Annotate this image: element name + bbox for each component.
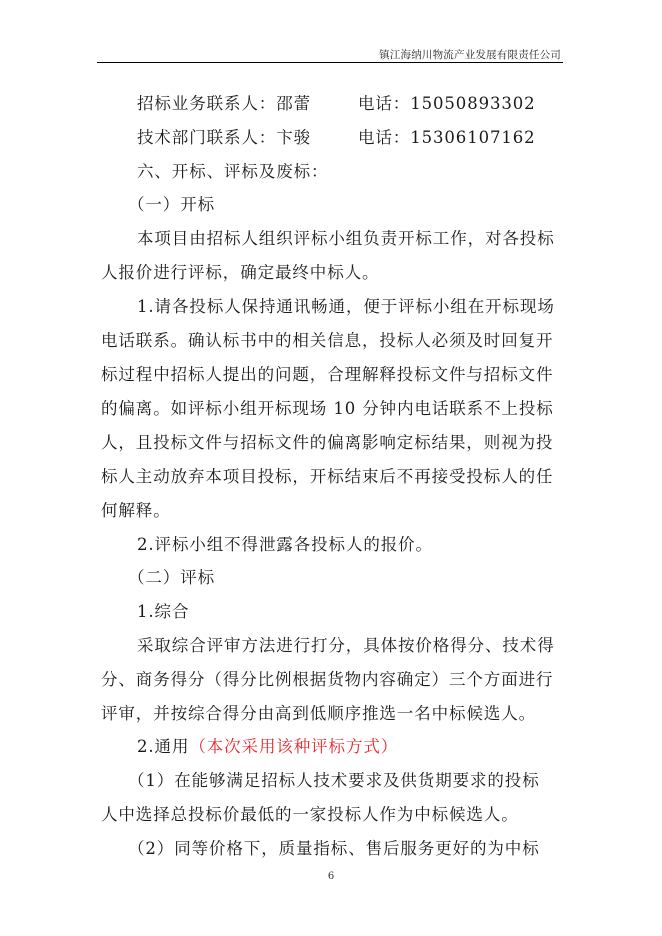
paragraph-line: 人报价进行评标，确定最终中标人。 <box>101 263 380 282</box>
item-title: 2.通用 <box>137 737 190 756</box>
paragraph-line: 2.评标小组不得泄露各投标人的报价。 <box>137 535 433 554</box>
paragraph-line: 何解释。 <box>101 501 171 520</box>
paragraph-line: 采取综合评审方法进行打分，具体按价格得分、技术得 <box>137 636 555 655</box>
subsection-heading-evaluation: （二）评标 <box>128 568 215 587</box>
paragraph-line: 评审，并按综合得分由高到低顺序推选一名中标候选人。 <box>101 704 536 723</box>
header-company-name: 镇江海纳川物流产业发展有限责任公司 <box>379 49 561 61</box>
paragraph-line: 1.请各投标人保持通讯畅通，便于评标小组在开标现场 <box>137 297 555 316</box>
tech-contact-phone: 电话：15306107162 <box>358 128 536 147</box>
subsection-heading-opening: （一）开标 <box>128 195 215 214</box>
paragraph-line: 电话联系。确认标书中的相关信息，投标人必须及时回复开 <box>101 331 554 350</box>
paragraph-line: 分、商务得分（得分比例根据货物内容确定）三个方面进行 <box>101 670 554 689</box>
paragraph-line: 本项目由招标人组织评标小组负责开标工作，对各投标 <box>137 229 555 248</box>
paragraph-line: （2）同等价格下，质量指标、售后服务更好的为中标 <box>128 839 540 858</box>
paragraph-line: （1）在能够满足招标人技术要求及供货期要求的投标 <box>128 771 540 790</box>
bidding-contact-phone: 电话：15050893302 <box>358 94 536 113</box>
paragraph-line: 标人主动放弃本项目投标，开标结束后不再接受投标人的任 <box>101 467 554 486</box>
page-header <box>97 45 563 63</box>
item-heading: 1.综合 <box>137 602 190 621</box>
section-heading: 六、开标、评标及废标： <box>137 162 329 181</box>
paragraph-line: 标过程中招标人提出的问题，合理解释投标文件与招标文件 <box>101 365 554 384</box>
paragraph-line: 人中选择总投标价最低的一家投标人作为中标候选人。 <box>101 805 519 824</box>
tech-contact-label: 技术部门联系人：卞骏 <box>137 128 311 147</box>
paragraph-line: 的偏离。如评标小组开标现场 10 分钟内电话联系不上投标 <box>101 399 554 418</box>
page-number: 6 <box>327 871 335 882</box>
paragraph-line: 人，且投标文件与招标文件的偏离影响定标结果，则视为投 <box>101 433 554 452</box>
highlight-note: （本次采用该种评标方式） <box>189 737 399 756</box>
item-heading <box>137 733 398 757</box>
bidding-contact-label: 招标业务联系人：邵蕾 <box>137 94 311 113</box>
